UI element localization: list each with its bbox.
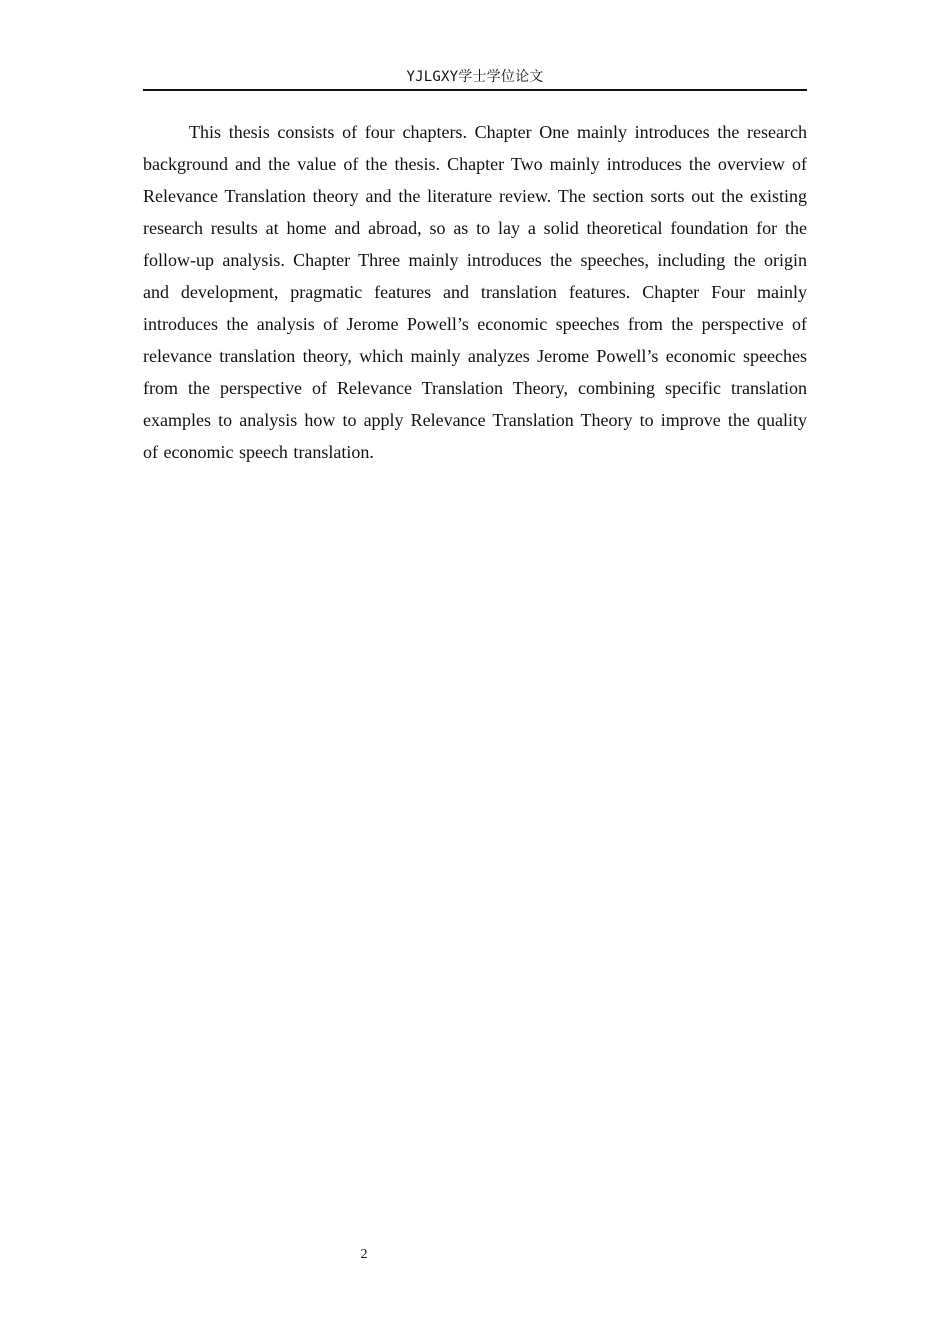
body-paragraph: This thesis consists of four chapters. Chapter One mainly introduces the research background and the value of the thesis. Chapter Two mainly introduces the overview of Relevance Translation theory and the literature review. The section sorts out the existing research results at home and abroad, so as to lay a solid theoretical foundation for the follow-up analysis. Chapter Three mainly introduces the speeches, including the origin and development, pragmatic features and translation features. Chapter Four mainly introduces the analysis of Jerome Powell’s economic speeches from the perspective of relevance translation theory, which mainly analyzes Jerome Powell’s economic speeches from the perspective of Relevance Translation Theory, combining specific translation examples to analysis how to apply Relevance Translation Theory to improve the quality of economic speech translation. xyxy=(143,122,807,462)
page-number: 2 xyxy=(360,1247,368,1262)
running-header: YJLGXY学士学位论文 xyxy=(143,66,807,91)
